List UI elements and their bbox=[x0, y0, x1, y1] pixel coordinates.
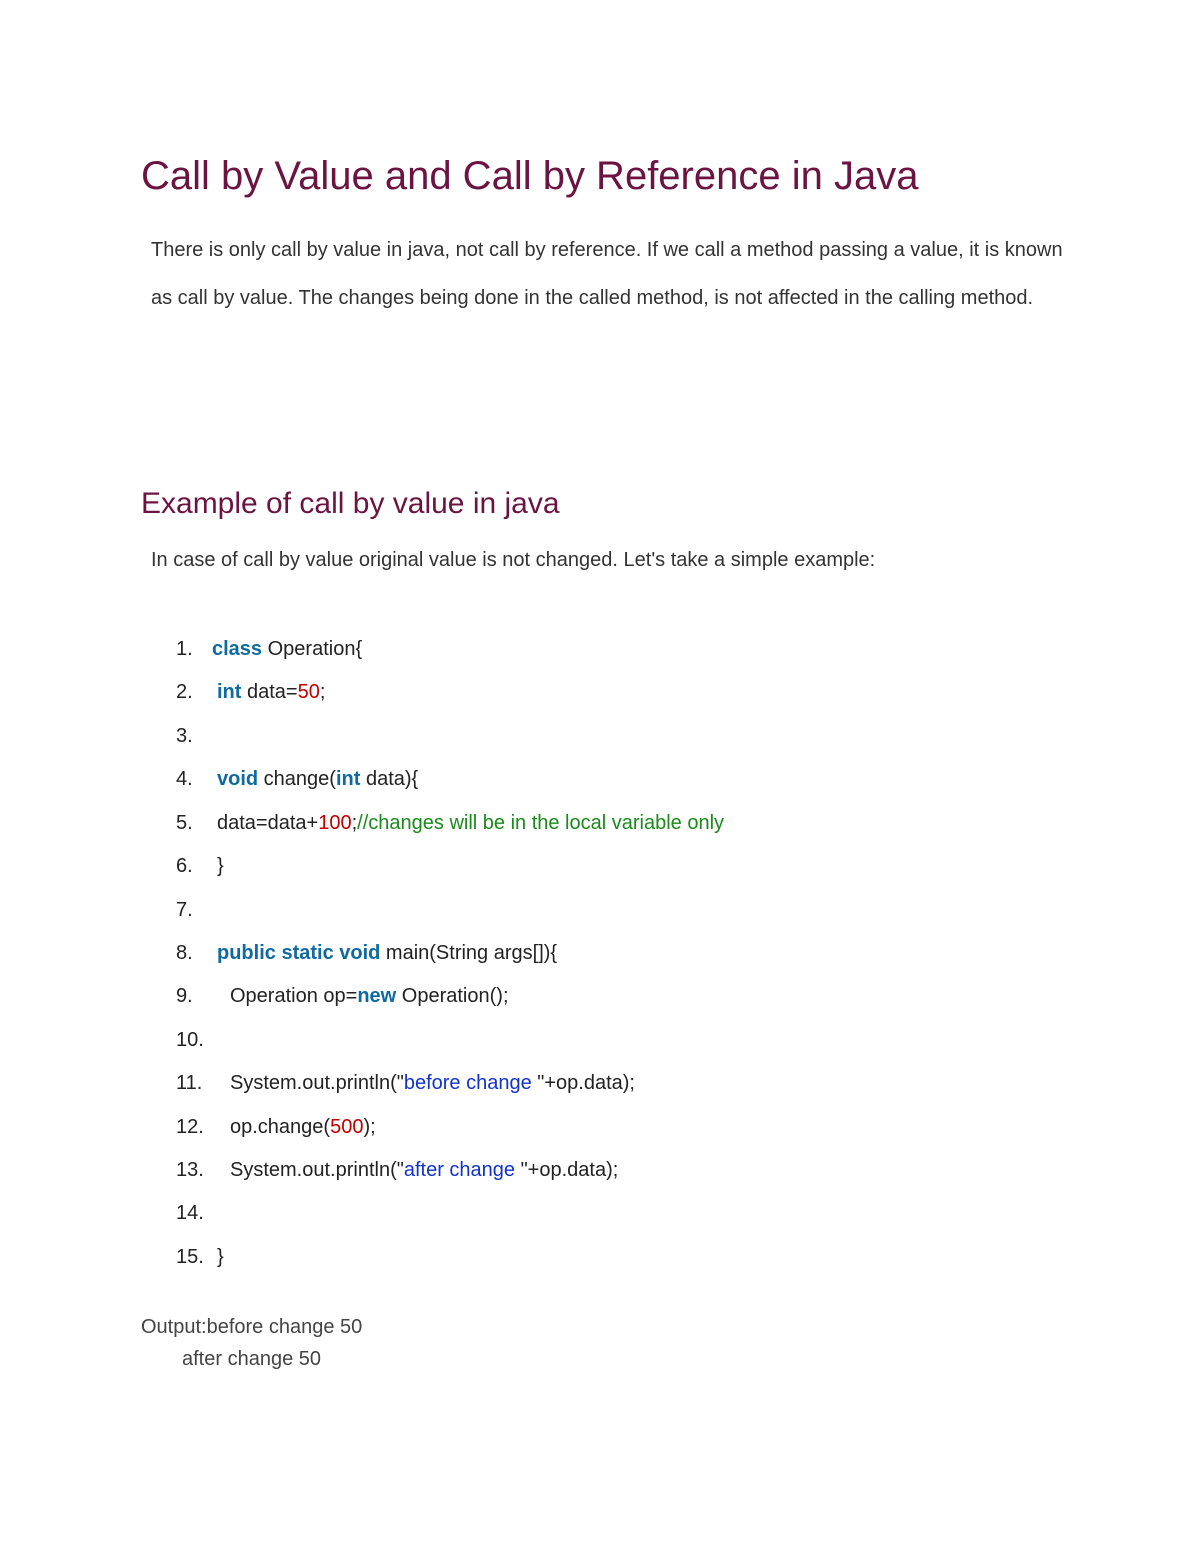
output-line: after change 50 bbox=[182, 1348, 321, 1370]
line-code bbox=[217, 766, 418, 792]
number-literal: 100 bbox=[318, 811, 352, 834]
code-text: "+op.data); bbox=[520, 1159, 619, 1182]
line-code bbox=[212, 636, 362, 662]
number-literal: 50 bbox=[297, 681, 320, 704]
keyword: void bbox=[217, 768, 259, 791]
code-text: ; bbox=[319, 681, 326, 704]
line-number: 12. bbox=[176, 1115, 204, 1138]
code-text: op.change( bbox=[230, 1115, 331, 1138]
line-code bbox=[230, 1114, 376, 1140]
number-literal: 500 bbox=[330, 1115, 364, 1138]
page-title: Call by Value and Call by Reference in Java bbox=[141, 154, 919, 198]
code-text: "+op.data); bbox=[537, 1072, 635, 1095]
line-number: 4. bbox=[176, 768, 193, 791]
line-number: 10. bbox=[176, 1028, 204, 1051]
output-line: Output:before change 50 bbox=[141, 1316, 363, 1338]
code-text: System.out.println(" bbox=[230, 1072, 404, 1095]
code-text: System.out.println(" bbox=[230, 1159, 404, 1182]
section-intro: In case of call by value original value is not changed. Let's take a simple example: bbox=[151, 549, 876, 571]
line-number: 1. bbox=[176, 638, 193, 660]
line-number: 11. bbox=[176, 1072, 203, 1095]
line-number: 13. bbox=[176, 1159, 204, 1182]
keyword: int bbox=[217, 681, 242, 704]
code-text: data=data+ bbox=[217, 811, 319, 834]
code-text: Operation(); bbox=[396, 985, 509, 1008]
line-number: 6. bbox=[176, 855, 193, 878]
line-number: 14. bbox=[176, 1202, 204, 1225]
program-output bbox=[141, 1311, 362, 1375]
line-number: 3. bbox=[176, 724, 193, 747]
line-code bbox=[217, 940, 557, 966]
code-text: data){ bbox=[360, 768, 419, 791]
code-comment: //changes will be in the local variable only bbox=[357, 811, 725, 834]
keyword: new bbox=[357, 985, 397, 1008]
code-text: ); bbox=[363, 1115, 376, 1138]
line-code: } bbox=[217, 1245, 224, 1268]
code-text: Operation op= bbox=[230, 985, 358, 1008]
code-text: ; bbox=[351, 811, 358, 834]
line-number: 9. bbox=[176, 985, 193, 1008]
line-code bbox=[217, 810, 724, 836]
intro-paragraph: There is only call by value in java, not call by reference. If we call a method passing a value, it is known as call by value. The changes being done in the called method, is not affected in the calling method. bbox=[151, 239, 1063, 309]
code-text: main(String args[]){ bbox=[380, 941, 558, 964]
line-number: 8. bbox=[176, 941, 193, 964]
line-code bbox=[230, 983, 509, 1009]
line-number: 5. bbox=[176, 811, 193, 834]
code-text: data= bbox=[241, 681, 298, 704]
line-code: } bbox=[217, 855, 224, 878]
line-number: 15. bbox=[176, 1245, 204, 1268]
keyword: int bbox=[335, 768, 361, 791]
code-text: Operation{ bbox=[262, 638, 363, 660]
line-number: 2. bbox=[176, 681, 193, 704]
section-heading: Example of call by value in java bbox=[141, 487, 560, 520]
line-code bbox=[230, 1157, 618, 1183]
line-code bbox=[217, 679, 325, 705]
string-literal: after change bbox=[403, 1159, 521, 1182]
line-number: 7. bbox=[176, 898, 193, 921]
line-code bbox=[230, 1070, 635, 1096]
keyword: class bbox=[212, 638, 263, 660]
keyword: public static void bbox=[217, 941, 381, 964]
code-text: change( bbox=[258, 768, 336, 791]
string-literal: before change bbox=[403, 1072, 538, 1095]
